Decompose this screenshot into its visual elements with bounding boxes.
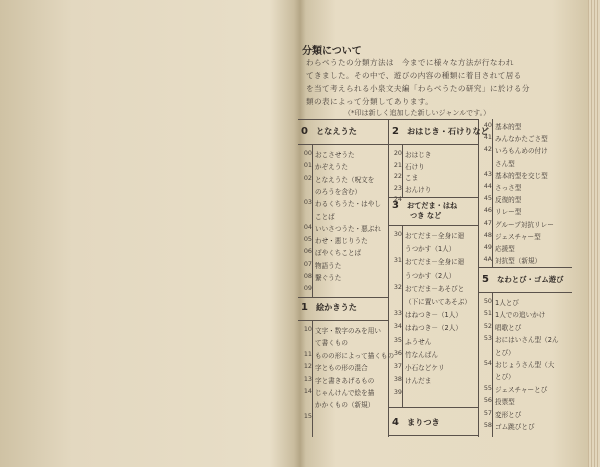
row-text: かかくもの（新規） bbox=[315, 401, 375, 410]
row-number: 33 bbox=[393, 309, 402, 318]
row-text: はねつき－（1人） bbox=[405, 311, 462, 320]
row-number: 01 bbox=[303, 161, 312, 170]
row-number: 45 bbox=[483, 194, 492, 203]
row-number: 08 bbox=[303, 272, 312, 280]
row-number: 03 bbox=[303, 198, 312, 207]
row-text: みんなかたごさ型 bbox=[495, 135, 548, 144]
row-number: 52 bbox=[483, 321, 492, 330]
row-text: はねつき－（2人） bbox=[405, 324, 462, 333]
row-text: 応援型 bbox=[495, 245, 515, 253]
row-text: うつかす（1人） bbox=[405, 245, 456, 254]
row-text: おてだま－全身に廻 bbox=[405, 258, 465, 267]
row-text: 1人での追いかけ bbox=[495, 311, 546, 320]
row-text: て書くもの bbox=[315, 339, 348, 348]
row-number: 38 bbox=[393, 375, 402, 384]
row-text: （下に置いてあそぶ） bbox=[405, 298, 471, 306]
row-number: 55 bbox=[483, 383, 492, 392]
section-title: 分類について bbox=[302, 46, 362, 57]
row-text: ジェスチャーとび bbox=[495, 385, 548, 394]
row-number: 31 bbox=[393, 256, 402, 265]
row-number: 40 bbox=[483, 121, 492, 129]
row-text: 投票型 bbox=[495, 398, 515, 407]
row-text: おこさせうた bbox=[315, 151, 355, 159]
row-text: 石けり bbox=[405, 162, 425, 171]
row-number: 49 bbox=[483, 243, 492, 251]
row-number: 24 bbox=[393, 195, 402, 203]
row-number: 23 bbox=[393, 183, 402, 192]
row-number: 39 bbox=[393, 388, 402, 397]
row-text: おじょうさん型（大 bbox=[495, 361, 555, 369]
row-text: わせ・悪じりうた bbox=[315, 237, 368, 246]
row-number: 30 bbox=[393, 230, 402, 238]
row-text: いろもんめの付け bbox=[495, 147, 548, 156]
row-text: ジェスチャー型 bbox=[495, 232, 541, 241]
row-text: おはじき bbox=[405, 151, 432, 159]
row-number: 21 bbox=[393, 160, 402, 169]
row-text: となえうた（呪文を bbox=[315, 175, 375, 184]
row-number: 04 bbox=[303, 222, 312, 231]
row-number: 10 bbox=[303, 325, 312, 333]
para-line-1: わらべうたの分類方法は 今までに様々な方法が行なわれ bbox=[306, 58, 514, 67]
row-text: 基本的型 bbox=[495, 123, 522, 131]
row-number: 54 bbox=[483, 359, 492, 367]
category-5-header: 5 なわとび・ゴム遊び bbox=[482, 274, 564, 285]
row-number: 06 bbox=[303, 247, 312, 256]
row-text: じゃんけんで絵を描 bbox=[315, 389, 375, 397]
row-text: おてだま－あそびと bbox=[405, 284, 465, 293]
row-text: とび） bbox=[495, 348, 515, 357]
row-text: おにはいさん型（2ん bbox=[495, 336, 559, 345]
row-text: 唱歌とび bbox=[495, 323, 522, 332]
row-text: うつかす（2人） bbox=[405, 271, 456, 280]
row-text: 字ともの形の混合 bbox=[315, 364, 368, 373]
category-3-header: 3 おてだま・はね つき など bbox=[392, 200, 458, 220]
row-text: 反復的型 bbox=[495, 196, 522, 205]
row-text: さん型 bbox=[495, 159, 515, 168]
row-number: 56 bbox=[483, 396, 492, 405]
row-number: 47 bbox=[483, 218, 492, 227]
row-text: わるくちうた・はやし bbox=[315, 200, 381, 209]
row-number: 05 bbox=[303, 235, 312, 244]
row-text: かぞえうた bbox=[315, 163, 348, 172]
row-text: 基本的型を交じ型 bbox=[495, 171, 548, 180]
row-number: 46 bbox=[483, 206, 492, 215]
row-text: リレー型 bbox=[495, 208, 522, 217]
row-number: 32 bbox=[393, 282, 402, 291]
row-text: さっさ型 bbox=[495, 184, 522, 192]
row-number: 02 bbox=[303, 173, 312, 182]
row-number: 4A bbox=[483, 255, 492, 264]
row-number: 09 bbox=[303, 284, 312, 293]
row-text: こま bbox=[405, 174, 419, 182]
row-text: 文字・数字のみを用い bbox=[315, 327, 381, 335]
row-text: ものの形によって描くもの bbox=[315, 351, 395, 360]
classification-table bbox=[298, 119, 576, 437]
row-number: 14 bbox=[303, 387, 312, 395]
row-number: 43 bbox=[483, 169, 492, 178]
row-number: 13 bbox=[303, 374, 312, 383]
row-number: 50 bbox=[483, 297, 492, 305]
row-text: とび） bbox=[495, 373, 515, 382]
row-number: 51 bbox=[483, 309, 492, 318]
row-text: 変形とび bbox=[495, 410, 522, 419]
row-number: 37 bbox=[393, 362, 402, 370]
row-text: おてだま－全身に廻 bbox=[405, 232, 465, 240]
row-text: ゴム跳びとび bbox=[495, 423, 535, 431]
row-number: 36 bbox=[393, 348, 402, 357]
row-text: のろうを含む） bbox=[315, 187, 362, 196]
row-number: 12 bbox=[303, 362, 312, 371]
row-text: けんだま bbox=[405, 377, 432, 386]
row-number: 57 bbox=[483, 408, 492, 417]
row-number: 34 bbox=[393, 322, 402, 331]
new-genre-note: （*印は新しく追加した新しいジャンルです。） bbox=[344, 109, 491, 117]
page-edges bbox=[588, 0, 600, 467]
row-number: 48 bbox=[483, 230, 492, 239]
row-text: 小石などケリ bbox=[405, 364, 445, 372]
para-line-3: を当て考えられる小泉文夫編「わらべうたの研究」に於ける分 bbox=[306, 84, 530, 93]
row-number: 22 bbox=[393, 172, 402, 180]
category-2-header: 2 おはじき・石けりなど bbox=[392, 126, 489, 137]
row-text: 1人とび bbox=[495, 299, 519, 307]
row-text: 字と書きあげるもの bbox=[315, 376, 375, 385]
para-line-4: 類の表によって分類してあります。 bbox=[306, 97, 434, 106]
category-1-header: 1 絵かきうた bbox=[301, 302, 357, 313]
row-number: 44 bbox=[483, 182, 492, 190]
row-number: 42 bbox=[483, 145, 492, 154]
row-text: ふうせん bbox=[405, 337, 432, 346]
row-text: 竹なんばん bbox=[405, 350, 438, 359]
row-number: 35 bbox=[393, 335, 402, 344]
row-number: 07 bbox=[303, 259, 312, 268]
row-text: 対抗型（新規） bbox=[495, 257, 542, 266]
right-page bbox=[292, 0, 588, 467]
category-0-header: 0 となえうた bbox=[301, 126, 357, 137]
para-line-2: てきました。その中で、遊びの内容の種類に着目されて居る bbox=[306, 71, 522, 80]
row-text: ことば bbox=[315, 212, 335, 221]
intro-paragraph bbox=[306, 56, 564, 108]
row-text: 物語うた bbox=[315, 261, 342, 270]
row-text: グループ対抗リレー bbox=[495, 220, 554, 229]
row-number: 58 bbox=[483, 421, 492, 429]
row-text: おんけり bbox=[405, 185, 432, 194]
row-number: 00 bbox=[303, 149, 312, 157]
category-4-header: 4 まりつき bbox=[392, 417, 440, 428]
row-number: 53 bbox=[483, 334, 492, 343]
row-number: 15 bbox=[303, 411, 312, 420]
row-number: 41 bbox=[483, 133, 492, 142]
row-number: 11 bbox=[303, 349, 312, 358]
row-text: ぽやくちことば bbox=[315, 249, 362, 258]
left-page bbox=[0, 0, 290, 467]
row-number: 20 bbox=[393, 149, 402, 157]
row-text: いいさつうた・悪ぶれ bbox=[315, 224, 381, 233]
row-text: 繋ぐうた bbox=[315, 274, 342, 282]
